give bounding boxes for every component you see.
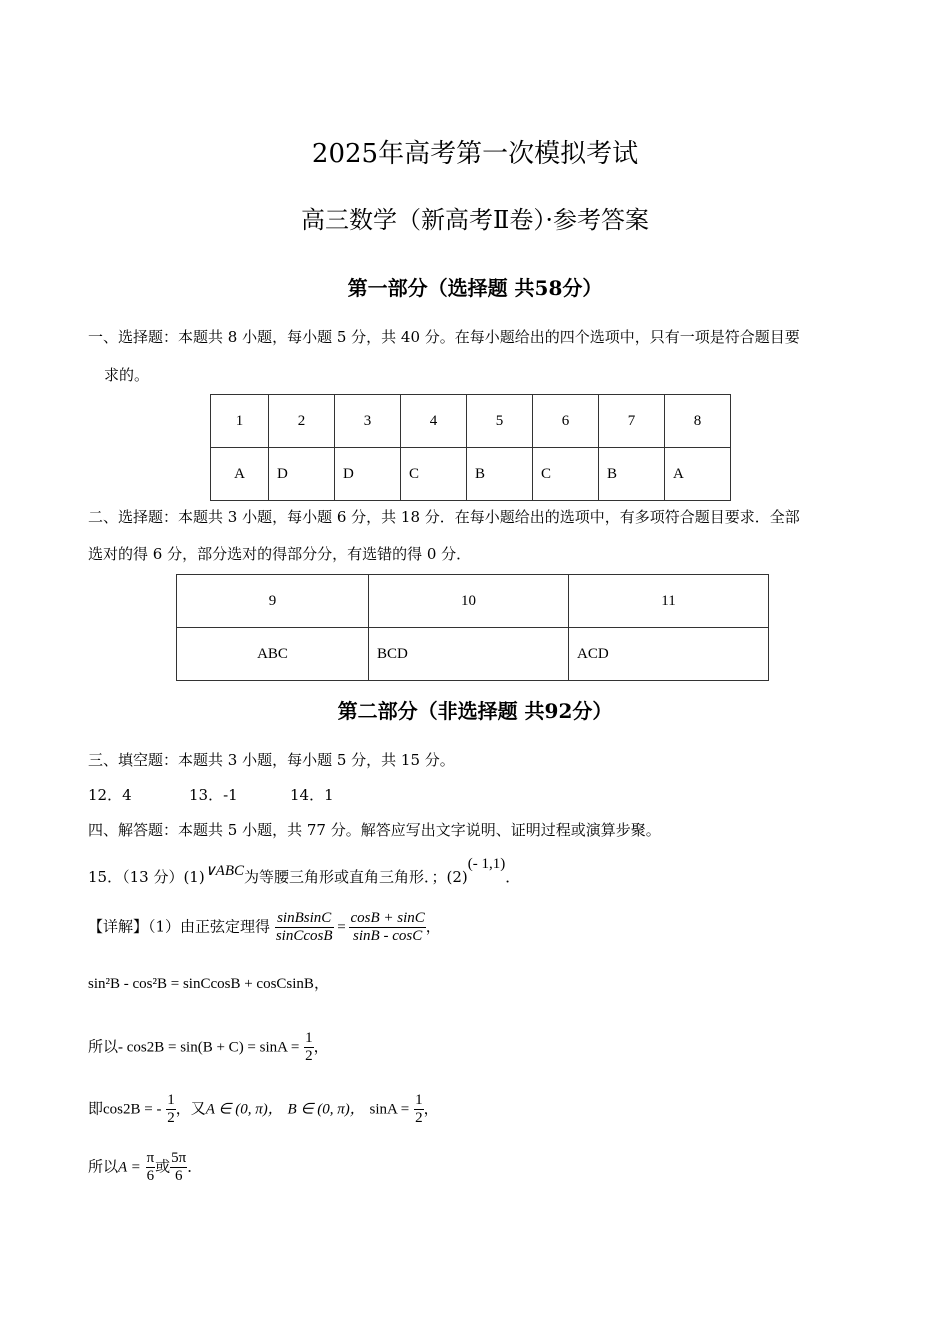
table-cell: 4 [401,395,467,448]
fraction-denominator: 6 [146,1168,155,1184]
table-cell: A [211,448,269,501]
answer-table-1 [210,394,731,501]
part1-heading: 第一部分（选择题 共58分） [347,276,603,300]
q15-head: 15．（13 分）(1) [88,868,205,886]
fraction [304,1030,314,1065]
section3-instruction: 三、填空题：本题共 3 小题，每小题 5 分，共 15 分。 [88,751,455,769]
table-cell: 10 [369,575,569,628]
fraction-denominator: 6 [174,1168,183,1184]
table-cell: D [269,448,335,501]
table-row [177,575,769,628]
fraction-denominator: 2 [415,1110,423,1126]
solution-line4-prefix: 即 [88,1099,104,1118]
answer-q12: 12．4 [88,786,132,804]
q15-header [88,856,521,887]
fraction [166,1092,176,1127]
table-cell: ABC [177,628,369,681]
fraction-numerator: sinBsinC [275,910,334,928]
solution-line3-prefix: 所以 [88,1037,119,1056]
solution-line-3 [88,1030,329,1065]
table-cell: D [335,448,401,501]
page-title: 2025年高考第一次模拟考试 [311,139,639,169]
solution-line5-suffix: ． [187,1157,203,1176]
table-cell: 9 [177,575,369,628]
fraction-denominator: sinCcosB [275,928,333,944]
table-row [211,448,731,501]
table-cell: 11 [569,575,769,628]
solution-line-5 [88,1150,202,1185]
solution-line4-a-range: A ∈ (0, π)， [205,1101,283,1118]
table-cell: 7 [599,395,665,448]
solution-line5-prefix: 所以 [88,1157,119,1176]
fraction-numerator: 1 [415,1092,423,1108]
table-cell: 2 [269,395,335,448]
answer-table-2 [176,574,769,681]
solution-line4-sin: sinA = [369,1101,410,1118]
section2-instruction-cont: 选对的得 6 分，部分选对的得部分分，有选错的得 0 分． [88,545,472,563]
table-cell: C [533,448,599,501]
q15-end: ． [505,868,521,886]
solution-line4-b-range: B ∈ (0, π)， [287,1101,365,1118]
answer-q13: 13．-1 [189,786,238,804]
fraction-denominator: 2 [167,1110,175,1126]
solution-line1-suffix: ， [425,917,441,936]
table-cell: BCD [369,628,569,681]
solution-line4-mid: ，又 [175,1099,206,1118]
table-cell: 8 [665,395,731,448]
fraction [170,1150,187,1185]
fraction [349,910,425,945]
table-cell: C [401,448,467,501]
solution-line1-prefix: 【详解】（1）由正弦定理得 [88,917,271,936]
solution-line3-suffix: ， [313,1037,329,1056]
fraction-numerator: 1 [305,1030,313,1046]
answer-q14: 14．1 [290,786,334,804]
solution-line4-expr: cos2B = - [103,1101,162,1118]
fraction [146,1150,156,1185]
table-cell: A [665,448,731,501]
solution-line4-suffix: ， [423,1099,439,1118]
solution-line-1: 【详解】（1）由正弦定理得 $\frac{\text{sinBsinC}}{\text{sinCcosB}}$ = $\frac{\cos B + \sin C}{\sin B - \cos C}$ ， [88,910,441,944]
table-cell: 6 [533,395,599,448]
section1-instruction-cont: 求的。 [104,366,150,384]
fraction-numerator: cosB + sinC [350,910,425,926]
table-row [211,395,731,448]
section4-instruction: 四、解答题：本题共 5 小题，共 77 分。解答应写出文字说明、证明过程或演算步聚。 [88,821,661,839]
solution-line5-or: 或 [155,1157,171,1176]
part2-heading: 第二部分（非选择题 共92分） [337,699,613,723]
triangle-abc: ∨ABC [204,863,245,879]
fraction [414,1092,424,1127]
solution-line-2: sin²B - cos²B = sinCcosB + cosCsinB， [88,976,329,992]
q15-range: (- 1,1) [467,856,506,872]
q15-conclusion: 为等腰三角形或直角三角形．；(2) [244,868,468,886]
table-cell: B [599,448,665,501]
page-subtitle: 高三数学（新高考Ⅱ卷）·参考答案 [301,206,649,234]
table-cell: 1 [211,395,269,448]
fraction-numerator: 5π [171,1150,187,1166]
fraction-numerator: π [146,1150,155,1166]
table-cell: 3 [335,395,401,448]
table-cell: B [467,448,533,501]
table-cell: 5 [467,395,533,448]
fraction-numerator: 1 [167,1092,175,1108]
fraction [275,910,334,945]
section1-instruction: 一、选择题：本题共 8 小题，每小题 5 分，共 40 分。在每小题给出的四个选项中，只有一项是符合题目要 [88,328,800,346]
table-row [177,628,769,681]
fraction-denominator: sinB - cosC [353,928,423,944]
table-cell: ACD [569,628,769,681]
section2-instruction: 二、选择题：本题共 3 小题，每小题 6 分，共 18 分．在每小题给出的选项中，有多项符合题目要求．全部 [88,508,800,526]
solution-line5-expr: A = [118,1159,141,1176]
solution-line3-expr: - cos2B = sin(B + C) = sinA = [118,1039,300,1056]
fraction-denominator: 2 [305,1048,313,1064]
solution-line-4 [88,1092,439,1127]
